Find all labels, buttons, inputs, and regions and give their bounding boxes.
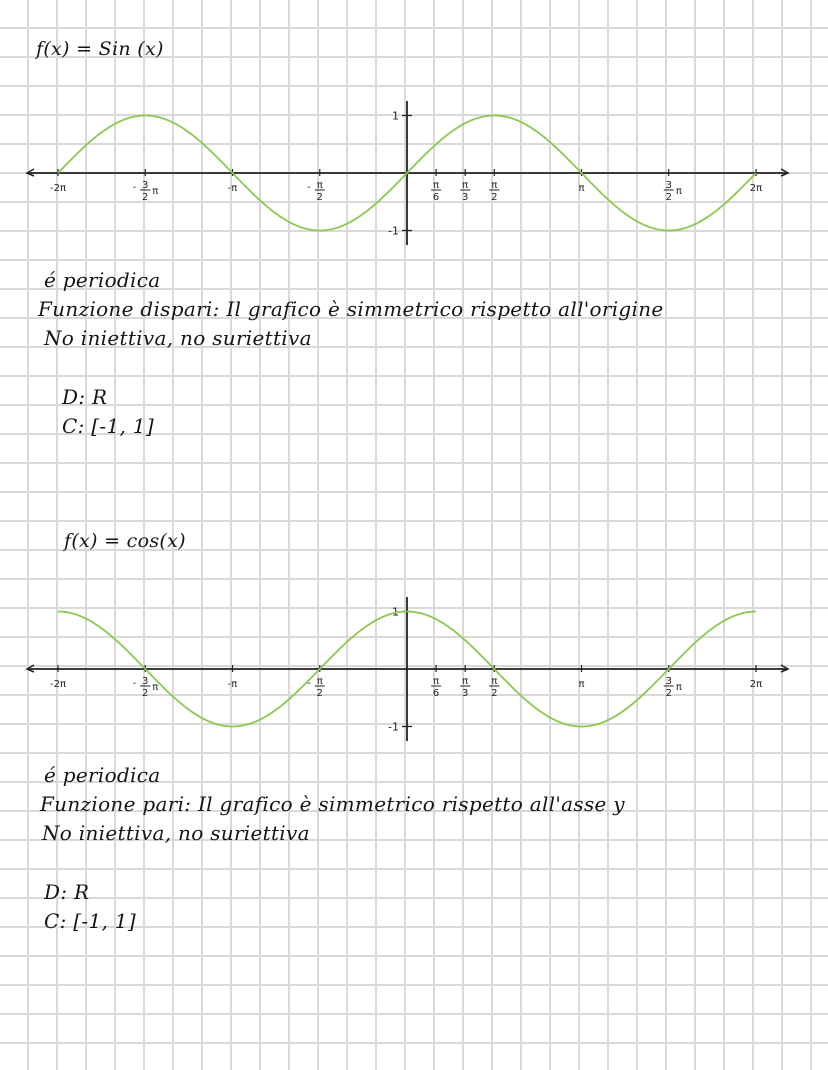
x-tick-label: π <box>578 679 585 690</box>
x-tick-label: -π <box>227 183 238 194</box>
svg-text:-: - <box>307 678 311 689</box>
x-tick-label <box>489 180 499 203</box>
y-tick-label: 1 <box>392 109 399 123</box>
x-tick-label: 2π <box>749 679 763 690</box>
svg-text:-: - <box>307 182 311 193</box>
cos-domain: D: R <box>44 880 90 904</box>
sin-title: f(x) = Sin (x) <box>36 38 164 60</box>
x-tick-label <box>307 180 325 203</box>
svg-text:2: 2 <box>316 192 323 203</box>
x-tick-label <box>133 180 159 203</box>
cos-note-injectivity: No iniettiva, no suriettiva <box>42 821 310 845</box>
svg-text:π: π <box>316 180 323 191</box>
x-tick-label: π <box>578 183 585 194</box>
cos-title: f(x) = cos(x) <box>64 530 186 552</box>
svg-text:π: π <box>675 186 682 197</box>
svg-text:2: 2 <box>142 192 149 203</box>
x-tick-label <box>460 180 470 203</box>
svg-text:π: π <box>152 186 159 197</box>
svg-text:π: π <box>433 180 440 191</box>
y-tick-label: -1 <box>388 720 399 734</box>
cos-graph <box>0 591 828 751</box>
svg-text:π: π <box>675 682 682 693</box>
x-tick-label: -π <box>227 679 238 690</box>
cos-note-parity: Funzione pari: Il grafico è simmetrico rispetto all'asse y <box>40 792 625 816</box>
svg-text:2: 2 <box>316 688 323 699</box>
svg-text:2: 2 <box>491 192 498 203</box>
svg-text:6: 6 <box>432 192 440 203</box>
sin-note-injectivity: No iniettiva, no suriettiva <box>44 326 312 350</box>
sin-domain: D: R <box>62 385 108 409</box>
x-tick-label: -2π <box>49 183 66 194</box>
x-tick-label <box>664 676 682 699</box>
x-tick-label <box>664 180 682 203</box>
svg-text:3: 3 <box>142 676 149 687</box>
sin-codomain: C: [-1, 1] <box>62 414 154 438</box>
svg-text:2: 2 <box>142 688 149 699</box>
svg-text:3: 3 <box>665 180 672 191</box>
svg-text:2: 2 <box>491 688 498 699</box>
svg-text:3: 3 <box>142 180 149 191</box>
svg-text:-: - <box>132 182 137 193</box>
svg-text:π: π <box>152 682 159 693</box>
y-tick-label: -1 <box>388 224 399 238</box>
sin-graph <box>0 95 828 255</box>
sin-note-periodic: é periodica <box>44 268 161 292</box>
svg-text:3: 3 <box>461 192 469 203</box>
svg-text:π: π <box>491 676 498 687</box>
svg-text:π: π <box>462 676 469 687</box>
sin-note-parity: Funzione dispari: Il grafico è simmetrico rispetto all'origine <box>38 297 664 321</box>
cos-note-periodic: é periodica <box>44 763 161 787</box>
y-tick-label: 1 <box>392 605 399 619</box>
x-tick-label <box>489 676 499 699</box>
svg-text:2: 2 <box>665 192 672 203</box>
svg-text:2: 2 <box>665 688 672 699</box>
svg-text:-: - <box>132 678 137 689</box>
svg-text:π: π <box>433 676 440 687</box>
x-tick-label: -2π <box>49 679 66 690</box>
x-tick-label: 2π <box>749 183 763 194</box>
x-tick-label <box>431 676 441 699</box>
svg-text:π: π <box>316 676 323 687</box>
svg-text:3: 3 <box>461 688 469 699</box>
svg-text:π: π <box>491 180 498 191</box>
cos-codomain: C: [-1, 1] <box>44 909 136 933</box>
x-tick-label <box>460 676 470 699</box>
svg-text:6: 6 <box>432 688 440 699</box>
svg-text:3: 3 <box>665 676 672 687</box>
x-tick-label <box>431 180 441 203</box>
svg-text:π: π <box>462 180 469 191</box>
